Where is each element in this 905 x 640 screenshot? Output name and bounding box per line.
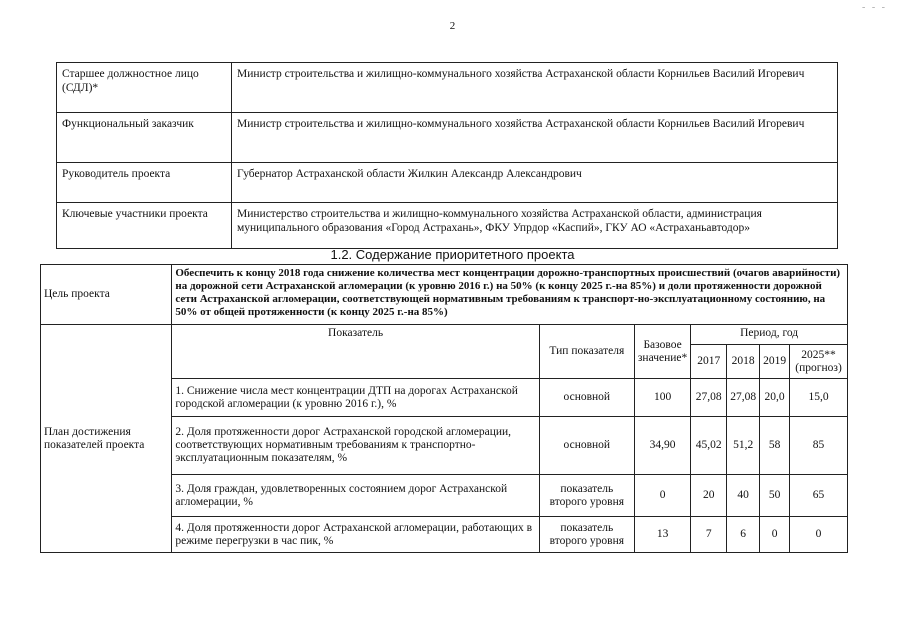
indicator-value: 27,08 <box>727 379 760 417</box>
info-label: Функциональный заказчик <box>57 113 232 163</box>
info-row-sdl <box>57 63 838 113</box>
project-content-table <box>40 264 848 553</box>
header-year: 2019 <box>760 345 790 379</box>
page-number: 2 <box>449 20 456 32</box>
info-row-leader <box>57 163 838 203</box>
indicator-type: основной <box>539 417 634 475</box>
info-value: Губернатор Астраханской области Жилкин Александр Александрович <box>232 163 838 203</box>
info-label: Руководитель проекта <box>57 163 232 203</box>
indicator-base: 34,90 <box>634 417 690 475</box>
info-label: Старшее должностное лицо (СДЛ)* <box>57 63 232 113</box>
goal-row <box>41 265 848 325</box>
indicator-value: 58 <box>760 417 790 475</box>
project-info-table <box>56 62 838 249</box>
header-base: Базовое значение* <box>634 325 690 379</box>
indicator-name: 1. Снижение числа мест концентрации ДТП на дорогах Астраханской городской агломерации (к уровню 2016 г.), % <box>172 379 539 417</box>
indicator-value: 85 <box>790 417 848 475</box>
indicator-base: 0 <box>634 475 690 517</box>
header-year: 2018 <box>727 345 760 379</box>
indicator-value: 20 <box>691 475 727 517</box>
indicator-base: 13 <box>634 517 690 553</box>
goal-text: Обеспечить к концу 2018 года снижение количества мест концентрации дорожно-транспортных происшествий (очагов аварийности) на дорожной сети Астраханской агломерации (к уровню 2016 г.) на 50% (к концу 2025 г.-на 85%) и доли протяженности дорожной сети Астраханской агломерации, соответствующей нормативным требованиям к транспорт-но-эксплуатационному состоянию, на 50% от общей протяженности (к концу 2025 г.-на 85%) <box>172 265 848 325</box>
indicator-value: 27,08 <box>691 379 727 417</box>
section-title: 1.2. Содержание приоритетного проекта <box>330 247 575 262</box>
indicator-type: показатель второго уровня <box>539 475 634 517</box>
info-row-participants <box>57 203 838 249</box>
indicator-value: 0 <box>760 517 790 553</box>
info-value: Министерство строительства и жилищно-коммунального хозяйства Астраханской области, администрация муниципального образования «Город Астрахань», ФКУ Упрдор «Каспий», ГКУ АО «Астраханьавтодор» <box>232 203 838 249</box>
indicator-value: 7 <box>691 517 727 553</box>
info-label: Ключевые участники проекта <box>57 203 232 249</box>
indicator-base: 100 <box>634 379 690 417</box>
indicator-value: 15,0 <box>790 379 848 417</box>
header-indicator: Показатель <box>172 325 539 379</box>
header-year: 2025** (прогноз) <box>790 345 848 379</box>
indicator-value: 0 <box>790 517 848 553</box>
header-period: Период, год <box>691 325 848 345</box>
info-value: Министр строительства и жилищно-коммунального хозяйства Астраханской области Корнильев Василий Игоревич <box>232 63 838 113</box>
indicator-value: 65 <box>790 475 848 517</box>
indicator-value: 50 <box>760 475 790 517</box>
info-row-customer <box>57 113 838 163</box>
info-value: Министр строительства и жилищно-коммунального хозяйства Астраханской области Корнильев Василий Игоревич <box>232 113 838 163</box>
indicator-value: 6 <box>727 517 760 553</box>
goal-label: Цель проекта <box>41 265 172 325</box>
indicator-value: 40 <box>727 475 760 517</box>
indicator-name: 4. Доля протяженности дорог Астраханской агломерации, работающих в режиме перегрузки в час пик, % <box>172 517 539 553</box>
indicator-name: 3. Доля граждан, удовлетворенных состоянием дорог Астраханской агломерации, % <box>172 475 539 517</box>
indicator-value: 20,0 <box>760 379 790 417</box>
indicator-value: 45,02 <box>691 417 727 475</box>
header-year: 2017 <box>691 345 727 379</box>
indicator-type: основной <box>539 379 634 417</box>
indicator-type: показатель второго уровня <box>539 517 634 553</box>
plan-header-row-1 <box>41 325 848 345</box>
indicator-value: 51,2 <box>727 417 760 475</box>
plan-label: План достижения показателей проекта <box>41 325 172 553</box>
indicator-name: 2. Доля протяженности дорог Астраханской городской агломерации, соответствующих нормативным требованиям к транспортно-эксплуатационным показателям, % <box>172 417 539 475</box>
header-type: Тип показателя <box>539 325 634 379</box>
corner-mark: - - - <box>862 2 887 13</box>
